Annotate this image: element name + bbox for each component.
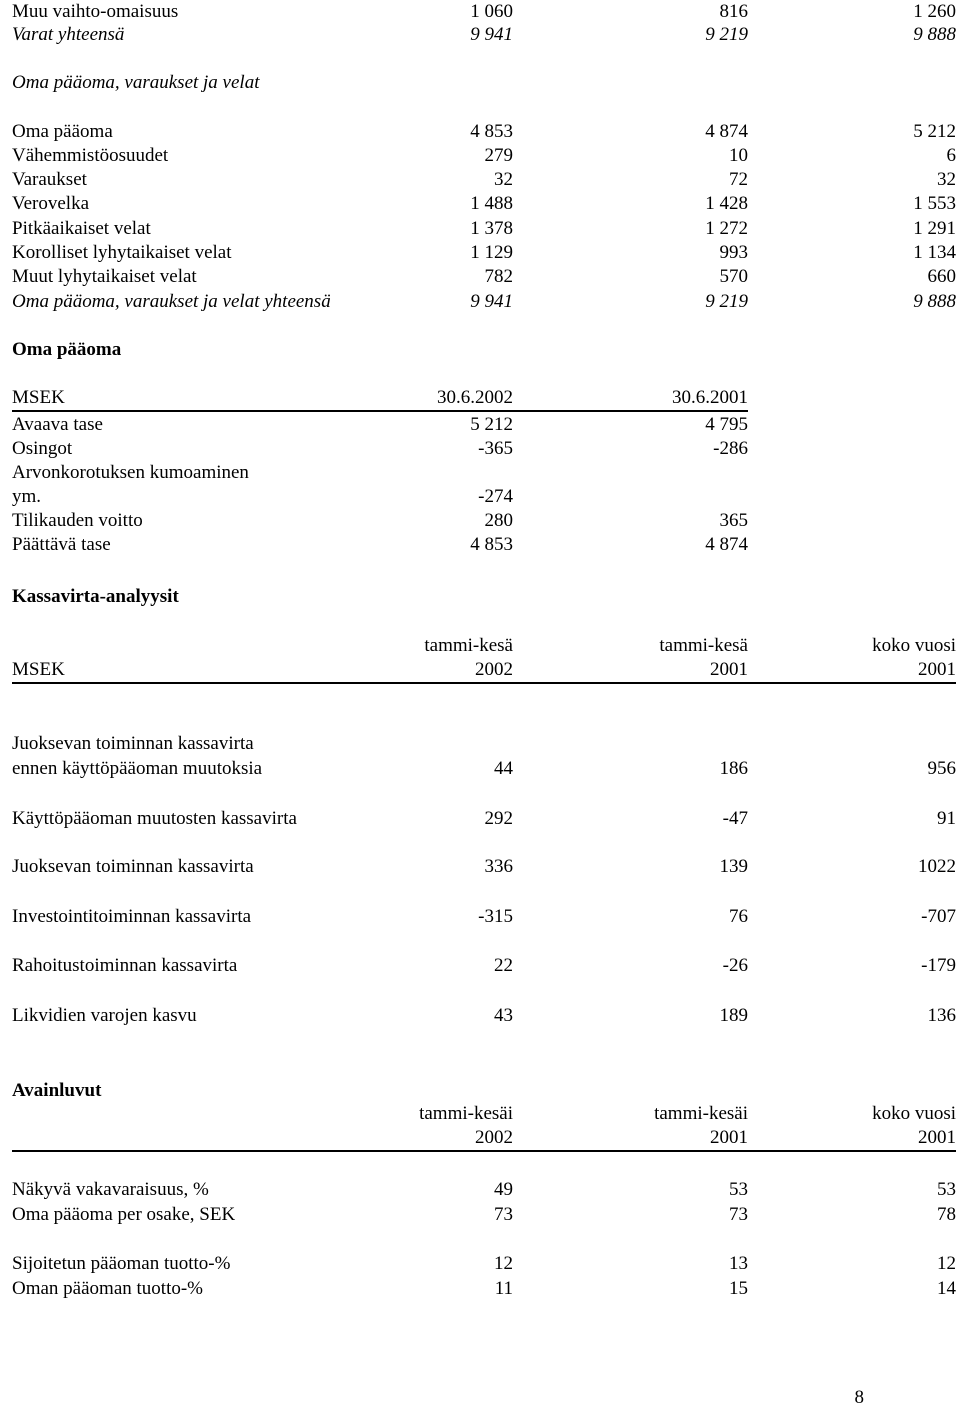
- value-2002: 49: [494, 1179, 513, 1200]
- table-header: [0, 1126, 960, 1150]
- value-full-year: -179: [921, 955, 956, 976]
- value-2002: 43: [494, 1005, 513, 1026]
- table-row: [0, 217, 960, 241]
- header-year-full: 2001: [918, 1127, 956, 1148]
- equity-heading: Oma pääoma: [12, 339, 122, 360]
- value-2001: 1 272: [705, 218, 748, 239]
- row-label: Varat yhteensä: [12, 24, 125, 45]
- value-2002: 32: [494, 169, 513, 190]
- table-row: [0, 144, 960, 168]
- value-2001: 139: [719, 856, 748, 877]
- table-row: [0, 905, 960, 929]
- table-row: [0, 290, 960, 314]
- value-2002: 782: [484, 266, 513, 287]
- row-label: Verovelka: [12, 193, 90, 214]
- row-label: Näkyvä vakavaraisuus, %: [12, 1179, 209, 1200]
- value-full-year: 12: [937, 1253, 956, 1274]
- header-date-2002: 30.6.2002: [437, 387, 513, 408]
- value-full-year: 1 291: [913, 218, 956, 239]
- value-full-year: 32: [937, 169, 956, 190]
- header-rule: [12, 682, 956, 684]
- value-full-year: 5 212: [913, 121, 956, 142]
- row-label: Vähemmistöosuudet: [12, 145, 169, 166]
- section-heading: [0, 1079, 960, 1103]
- value-full-year: 1 553: [913, 193, 956, 214]
- value-2002: 292: [484, 808, 513, 829]
- table-row: [0, 954, 960, 978]
- table-header: [0, 1102, 960, 1126]
- value-full-year: 1 134: [913, 242, 956, 263]
- value-2001: 365: [719, 510, 748, 531]
- header-period-2001: tammi-kesäi: [654, 1103, 748, 1124]
- value-2001: 73: [729, 1204, 748, 1225]
- row-label: Oma pääoma, varaukset ja velat yhteensä: [12, 291, 331, 312]
- row-label: Oman pääoman tuotto-%: [12, 1278, 204, 1299]
- table-row: [0, 168, 960, 192]
- value-2001: 15: [729, 1278, 748, 1299]
- header-date-2001: 30.6.2001: [672, 387, 748, 408]
- value-2002: 279: [484, 145, 513, 166]
- table-row: [0, 1277, 960, 1301]
- value-full-year: 78: [937, 1204, 956, 1225]
- unit-label: MSEK: [12, 387, 65, 408]
- table-row: [0, 807, 960, 831]
- value-full-year: 660: [927, 266, 956, 287]
- value-2001: -286: [713, 438, 748, 459]
- value-2001: 53: [729, 1179, 748, 1200]
- row-label: Oma pääoma per osake, SEK: [12, 1204, 236, 1225]
- value-2002: 336: [484, 856, 513, 877]
- value-2001: 4 874: [705, 121, 748, 142]
- row-label: Juoksevan toiminnan kassavirta: [12, 733, 254, 754]
- table-header: [0, 634, 960, 658]
- value-2002: 12: [494, 1253, 513, 1274]
- cashflow-heading: Kassavirta-analyysit: [12, 586, 179, 607]
- value-2001: -26: [722, 955, 748, 976]
- row-label: Rahoitustoiminnan kassavirta: [12, 955, 238, 976]
- table-row: [0, 437, 960, 461]
- value-2002: 1 129: [470, 242, 513, 263]
- table-row: [0, 855, 960, 879]
- table-header: [0, 386, 960, 410]
- row-label: Investointitoiminnan kassavirta: [12, 906, 252, 927]
- value-2001: 4 795: [705, 414, 748, 435]
- value-2001: 186: [719, 758, 748, 779]
- table-row: [0, 757, 960, 781]
- value-full-year: 9 888: [913, 291, 956, 312]
- row-label: Avaava tase: [12, 414, 103, 435]
- header-period-2002: tammi-kesäi: [419, 1103, 513, 1124]
- value-2001: 189: [719, 1005, 748, 1026]
- value-2002: 73: [494, 1204, 513, 1225]
- value-full-year: 1 260: [913, 1, 956, 22]
- row-label: ym.: [12, 486, 42, 507]
- value-full-year: 1022: [918, 856, 956, 877]
- header-full-year: koko vuosi: [872, 635, 956, 656]
- header-rule: [12, 1150, 956, 1152]
- header-year-2001: 2001: [710, 1127, 748, 1148]
- table-row: [0, 23, 960, 47]
- value-2002: 4 853: [470, 534, 513, 555]
- value-2001: 9 219: [705, 24, 748, 45]
- value-2002: 1 060: [470, 1, 513, 22]
- value-2001: 76: [729, 906, 748, 927]
- header-year-2002: 2002: [475, 659, 513, 680]
- row-label: Sijoitetun pääoman tuotto-%: [12, 1253, 231, 1274]
- unit-label: MSEK: [12, 659, 65, 680]
- row-label: Päättävä tase: [12, 534, 111, 555]
- table-row: [0, 1252, 960, 1276]
- header-full-year: koko vuosi: [872, 1103, 956, 1124]
- row-label: Muut lyhytaikaiset velat: [12, 266, 197, 287]
- liabilities-heading: Oma pääoma, varaukset ja velat: [12, 72, 260, 93]
- section-heading: [0, 585, 960, 609]
- table-row: [0, 509, 960, 533]
- table-row: [0, 1004, 960, 1028]
- value-2002: 11: [494, 1278, 513, 1299]
- value-2001: 816: [719, 1, 748, 22]
- value-2001: 13: [729, 1253, 748, 1274]
- table-row: [0, 485, 960, 509]
- row-label: Oma pääoma: [12, 121, 113, 142]
- value-full-year: 14: [937, 1278, 956, 1299]
- value-2002: 9 941: [470, 24, 513, 45]
- row-label: Juoksevan toiminnan kassavirta: [12, 856, 254, 877]
- value-full-year: -707: [921, 906, 956, 927]
- value-full-year: 53: [937, 1179, 956, 1200]
- header-year-2002: 2002: [475, 1127, 513, 1148]
- value-2002: 4 853: [470, 121, 513, 142]
- value-full-year: 91: [937, 808, 956, 829]
- table-row: [0, 0, 960, 24]
- table-row: [0, 241, 960, 265]
- table-header: [0, 658, 960, 682]
- row-label: Tilikauden voitto: [12, 510, 143, 531]
- value-2002: -274: [478, 486, 513, 507]
- row-label: Osingot: [12, 438, 73, 459]
- table-row: [0, 533, 960, 557]
- value-2002: -365: [478, 438, 513, 459]
- table-row: [0, 1203, 960, 1227]
- section-heading: [0, 338, 960, 362]
- header-year-full: 2001: [918, 659, 956, 680]
- row-label: Pitkäaikaiset velat: [12, 218, 151, 239]
- row-label: Arvonkorotuksen kumoaminen: [12, 462, 249, 483]
- header-period-2002: tammi-kesä: [424, 635, 513, 656]
- header-period-2001: tammi-kesä: [659, 635, 748, 656]
- page-number: 8: [854, 1387, 864, 1408]
- row-label: ennen käyttöpääoman muutoksia: [12, 758, 263, 779]
- value-2001: 993: [719, 242, 748, 263]
- value-2001: -47: [722, 808, 748, 829]
- header-rule: [12, 410, 748, 412]
- table-row: [0, 265, 960, 289]
- row-label: Korolliset lyhytaikaiset velat: [12, 242, 232, 263]
- value-2002: 280: [484, 510, 513, 531]
- row-label: Käyttöpääoman muutosten kassavirta: [12, 808, 297, 829]
- value-2001: 72: [729, 169, 748, 190]
- value-2001: 4 874: [705, 534, 748, 555]
- value-2002: 1 488: [470, 193, 513, 214]
- value-2002: -315: [478, 906, 513, 927]
- row-label: Varaukset: [12, 169, 87, 190]
- keyfigures-heading: Avainluvut: [12, 1080, 102, 1101]
- row-label: Muu vaihto-omaisuus: [12, 1, 179, 22]
- value-2002: 5 212: [470, 414, 513, 435]
- value-2002: 9 941: [470, 291, 513, 312]
- table-row: [0, 192, 960, 216]
- value-full-year: 9 888: [913, 24, 956, 45]
- value-full-year: 136: [927, 1005, 956, 1026]
- value-full-year: 6: [946, 145, 956, 166]
- header-year-2001: 2001: [710, 659, 748, 680]
- value-2001: 570: [719, 266, 748, 287]
- table-row: [0, 120, 960, 144]
- value-2002: 1 378: [470, 218, 513, 239]
- table-row: [0, 1178, 960, 1202]
- value-full-year: 956: [927, 758, 956, 779]
- value-2001: 1 428: [705, 193, 748, 214]
- table-row: [0, 732, 960, 756]
- section-heading: [0, 71, 960, 95]
- value-2001: 9 219: [705, 291, 748, 312]
- value-2002: 22: [494, 955, 513, 976]
- table-row: [0, 413, 960, 437]
- row-label: Likvidien varojen kasvu: [12, 1005, 197, 1026]
- value-2002: 44: [494, 758, 513, 779]
- table-row: [0, 461, 960, 485]
- value-2001: 10: [729, 145, 748, 166]
